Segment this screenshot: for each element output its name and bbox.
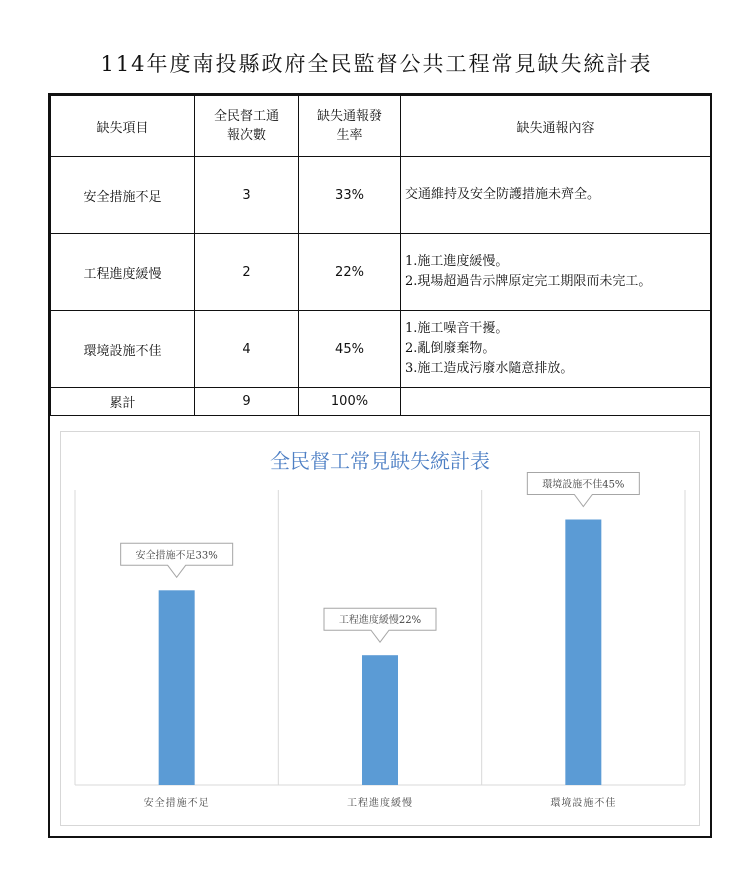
x-tick-label: 工程進度緩慢 [347, 798, 413, 809]
content-line: 1.施工噪音干擾。 [405, 321, 509, 336]
table-header-row [51, 96, 711, 157]
chart-title: 全民督工常見缺失統計表 [270, 449, 490, 473]
table-row [51, 157, 711, 234]
x-tick-label: 安全措施不足 [143, 798, 210, 809]
content-line: 交通維持及安全防護措施未齊全。 [405, 187, 601, 202]
header-count-line2: 報次數 [226, 128, 266, 143]
table-row [51, 234, 711, 311]
report-frame [48, 93, 712, 838]
header-rate-line1: 缺失通報發 [316, 109, 382, 124]
header-count-line1: 全民督工通 [213, 109, 279, 124]
total-content [401, 388, 711, 416]
row-item: 工程進度緩慢 [51, 234, 195, 311]
header-rate-line2: 生率 [336, 128, 363, 143]
defects-chart [60, 431, 700, 826]
bar [159, 590, 195, 785]
total-rate: 100% [299, 388, 401, 416]
header-content: 缺失通報內容 [401, 96, 711, 157]
row-content [401, 157, 711, 234]
row-content [401, 311, 711, 388]
bar [565, 520, 601, 786]
row-rate: 22% [299, 234, 401, 311]
row-rate: 33% [299, 157, 401, 234]
row-content [401, 234, 711, 311]
header-count [195, 96, 299, 157]
row-count: 4 [195, 311, 299, 388]
total-count: 9 [195, 388, 299, 416]
document-title: 114年度南投縣政府全民監督公共工程常見缺失統計表 [100, 52, 653, 76]
content-line: 2.現場超過告示牌原定完工期限而未完工。 [405, 274, 652, 289]
header-rate [299, 96, 401, 157]
chart-canvas [61, 432, 699, 825]
table-row [51, 311, 711, 388]
defects-table [50, 95, 711, 416]
data-label: 安全措施不足33% [135, 550, 218, 562]
row-item: 安全措施不足 [51, 157, 195, 234]
content-line: 1.施工進度緩慢。 [405, 254, 509, 269]
row-count: 3 [195, 157, 299, 234]
row-count: 2 [195, 234, 299, 311]
content-line: 3.施工造成污廢水隨意排放。 [405, 361, 574, 376]
data-label: 工程進度緩慢22% [338, 615, 422, 627]
bar [362, 655, 398, 785]
x-tick-label: 環境設施不佳 [550, 798, 617, 809]
total-label: 累計 [51, 388, 195, 416]
data-label: 環境設施不佳45% [542, 479, 625, 491]
row-rate: 45% [299, 311, 401, 388]
header-item: 缺失項目 [51, 96, 195, 157]
row-item: 環境設施不佳 [51, 311, 195, 388]
table-total-row [51, 388, 711, 416]
content-line: 2.亂倒廢棄物。 [405, 341, 496, 356]
